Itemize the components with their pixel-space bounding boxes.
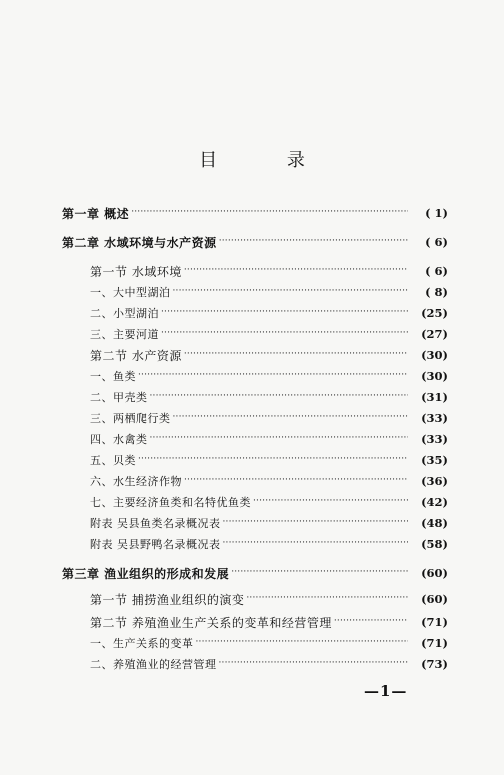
dot-leader [150, 434, 409, 444]
toc-entry-page: (42) [421, 495, 448, 509]
toc-entry-page: (27) [421, 327, 448, 341]
toc-entry-page: ( 6) [425, 235, 448, 249]
dot-leader [184, 476, 408, 486]
toc-entry-item[interactable] [0, 634, 504, 652]
toc-entry-label: 一、生产关系的变革 [90, 637, 194, 650]
toc-entry-page: (30) [421, 348, 448, 362]
toc-entry-item[interactable] [0, 451, 504, 469]
toc-entry-label: 三、主要河道 [90, 328, 159, 341]
toc-entry-section[interactable] [0, 346, 504, 364]
toc-entry-page: (31) [421, 390, 448, 404]
toc-entry-label: 一、鱼类 [90, 370, 136, 383]
dot-leader [334, 617, 408, 627]
dot-leader [223, 518, 409, 528]
toc-entry-label: 第二章 水域环境与水产资源 [62, 235, 217, 250]
toc-entry-page: (60) [421, 592, 448, 606]
toc-entry-label: 六、水生经济作物 [90, 475, 182, 488]
toc-entry-appendix[interactable] [0, 535, 504, 553]
dot-leader [253, 497, 408, 507]
toc-entry-page: (48) [421, 516, 448, 530]
dot-leader [173, 413, 409, 423]
dot-leader [161, 308, 408, 318]
dot-leader [219, 659, 409, 669]
dot-leader [138, 371, 408, 381]
dot-leader [231, 568, 408, 578]
dot-leader [219, 237, 408, 247]
toc-entry-item[interactable] [0, 409, 504, 427]
toc-entry-page: (71) [421, 636, 448, 650]
dot-leader [138, 455, 408, 465]
toc-entry-label: 一、大中型湖泊 [90, 286, 171, 299]
toc-entry-item[interactable] [0, 430, 504, 448]
toc-entry-page: ( 1) [425, 206, 448, 220]
toc-entry-page: (73) [421, 657, 448, 671]
toc-entry-item[interactable] [0, 304, 504, 322]
toc-entry-chapter-1[interactable] [0, 204, 504, 222]
toc-entry-chapter-3[interactable] [0, 564, 504, 582]
dot-leader [131, 208, 408, 218]
toc-entry-item[interactable] [0, 367, 504, 385]
toc-entry-label: 附表 吴县鱼类名录概况表 [90, 517, 221, 530]
dot-leader [184, 350, 408, 360]
toc-entry-label: 第二节 养殖渔业生产关系的变革和经营管理 [90, 615, 332, 630]
toc-entry-item[interactable] [0, 655, 504, 673]
toc-entry-label: 二、小型湖泊 [90, 307, 159, 320]
toc-entry-page: (30) [421, 369, 448, 383]
toc-entry-label: 七、主要经济鱼类和名特优鱼类 [90, 496, 251, 509]
toc-entry-label: 五、贝类 [90, 454, 136, 467]
dot-leader [196, 638, 409, 648]
page-title: 目 录 [199, 150, 337, 171]
toc-entry-page: (36) [421, 474, 448, 488]
toc-entry-item[interactable] [0, 472, 504, 490]
toc-entry-item[interactable] [0, 325, 504, 343]
dot-leader [184, 266, 408, 276]
toc-entry-label: 二、甲壳类 [90, 391, 148, 404]
toc-entry-page: (35) [421, 453, 448, 467]
toc-entry-item[interactable] [0, 493, 504, 511]
toc-entry-page: (58) [421, 537, 448, 551]
toc-entry-page: ( 8) [425, 285, 448, 299]
dot-leader [223, 539, 409, 549]
toc-entry-page: (33) [421, 432, 448, 446]
toc-entry-chapter-2[interactable] [0, 233, 504, 251]
toc-entry-label: 第一节 捕捞渔业组织的演变 [90, 592, 245, 607]
toc-entry-section[interactable] [0, 590, 504, 608]
toc-entry-page: (25) [421, 306, 448, 320]
toc-entry-label: 第三章 渔业组织的形成和发展 [62, 566, 230, 581]
toc-entry-label: 附表 吴县野鸭名录概况表 [90, 538, 221, 551]
toc-entry-page: (33) [421, 411, 448, 425]
dot-leader [173, 287, 409, 297]
toc-entry-label: 第二节 水产资源 [90, 348, 182, 363]
toc-entry-label: 三、两栖爬行类 [90, 412, 171, 425]
toc-entry-page: ( 6) [425, 264, 448, 278]
toc-entry-label: 二、养殖渔业的经营管理 [90, 658, 217, 671]
toc-entry-label: 四、水禽类 [90, 433, 148, 446]
dot-leader [161, 329, 408, 339]
toc-entry-label: 第一节 水域环境 [90, 264, 182, 279]
dot-leader [246, 594, 408, 604]
toc-entry-appendix[interactable] [0, 514, 504, 532]
toc-entry-page: (60) [421, 566, 448, 580]
toc-entry-label: 第一章 概述 [62, 206, 130, 221]
toc-entry-item[interactable] [0, 388, 504, 406]
toc-entry-item[interactable] [0, 283, 504, 301]
dot-leader [150, 392, 409, 402]
page-number: —1— [364, 682, 408, 700]
toc-entry-page: (71) [421, 615, 448, 629]
toc-entry-section[interactable] [0, 262, 504, 280]
toc-entry-section[interactable] [0, 613, 504, 631]
